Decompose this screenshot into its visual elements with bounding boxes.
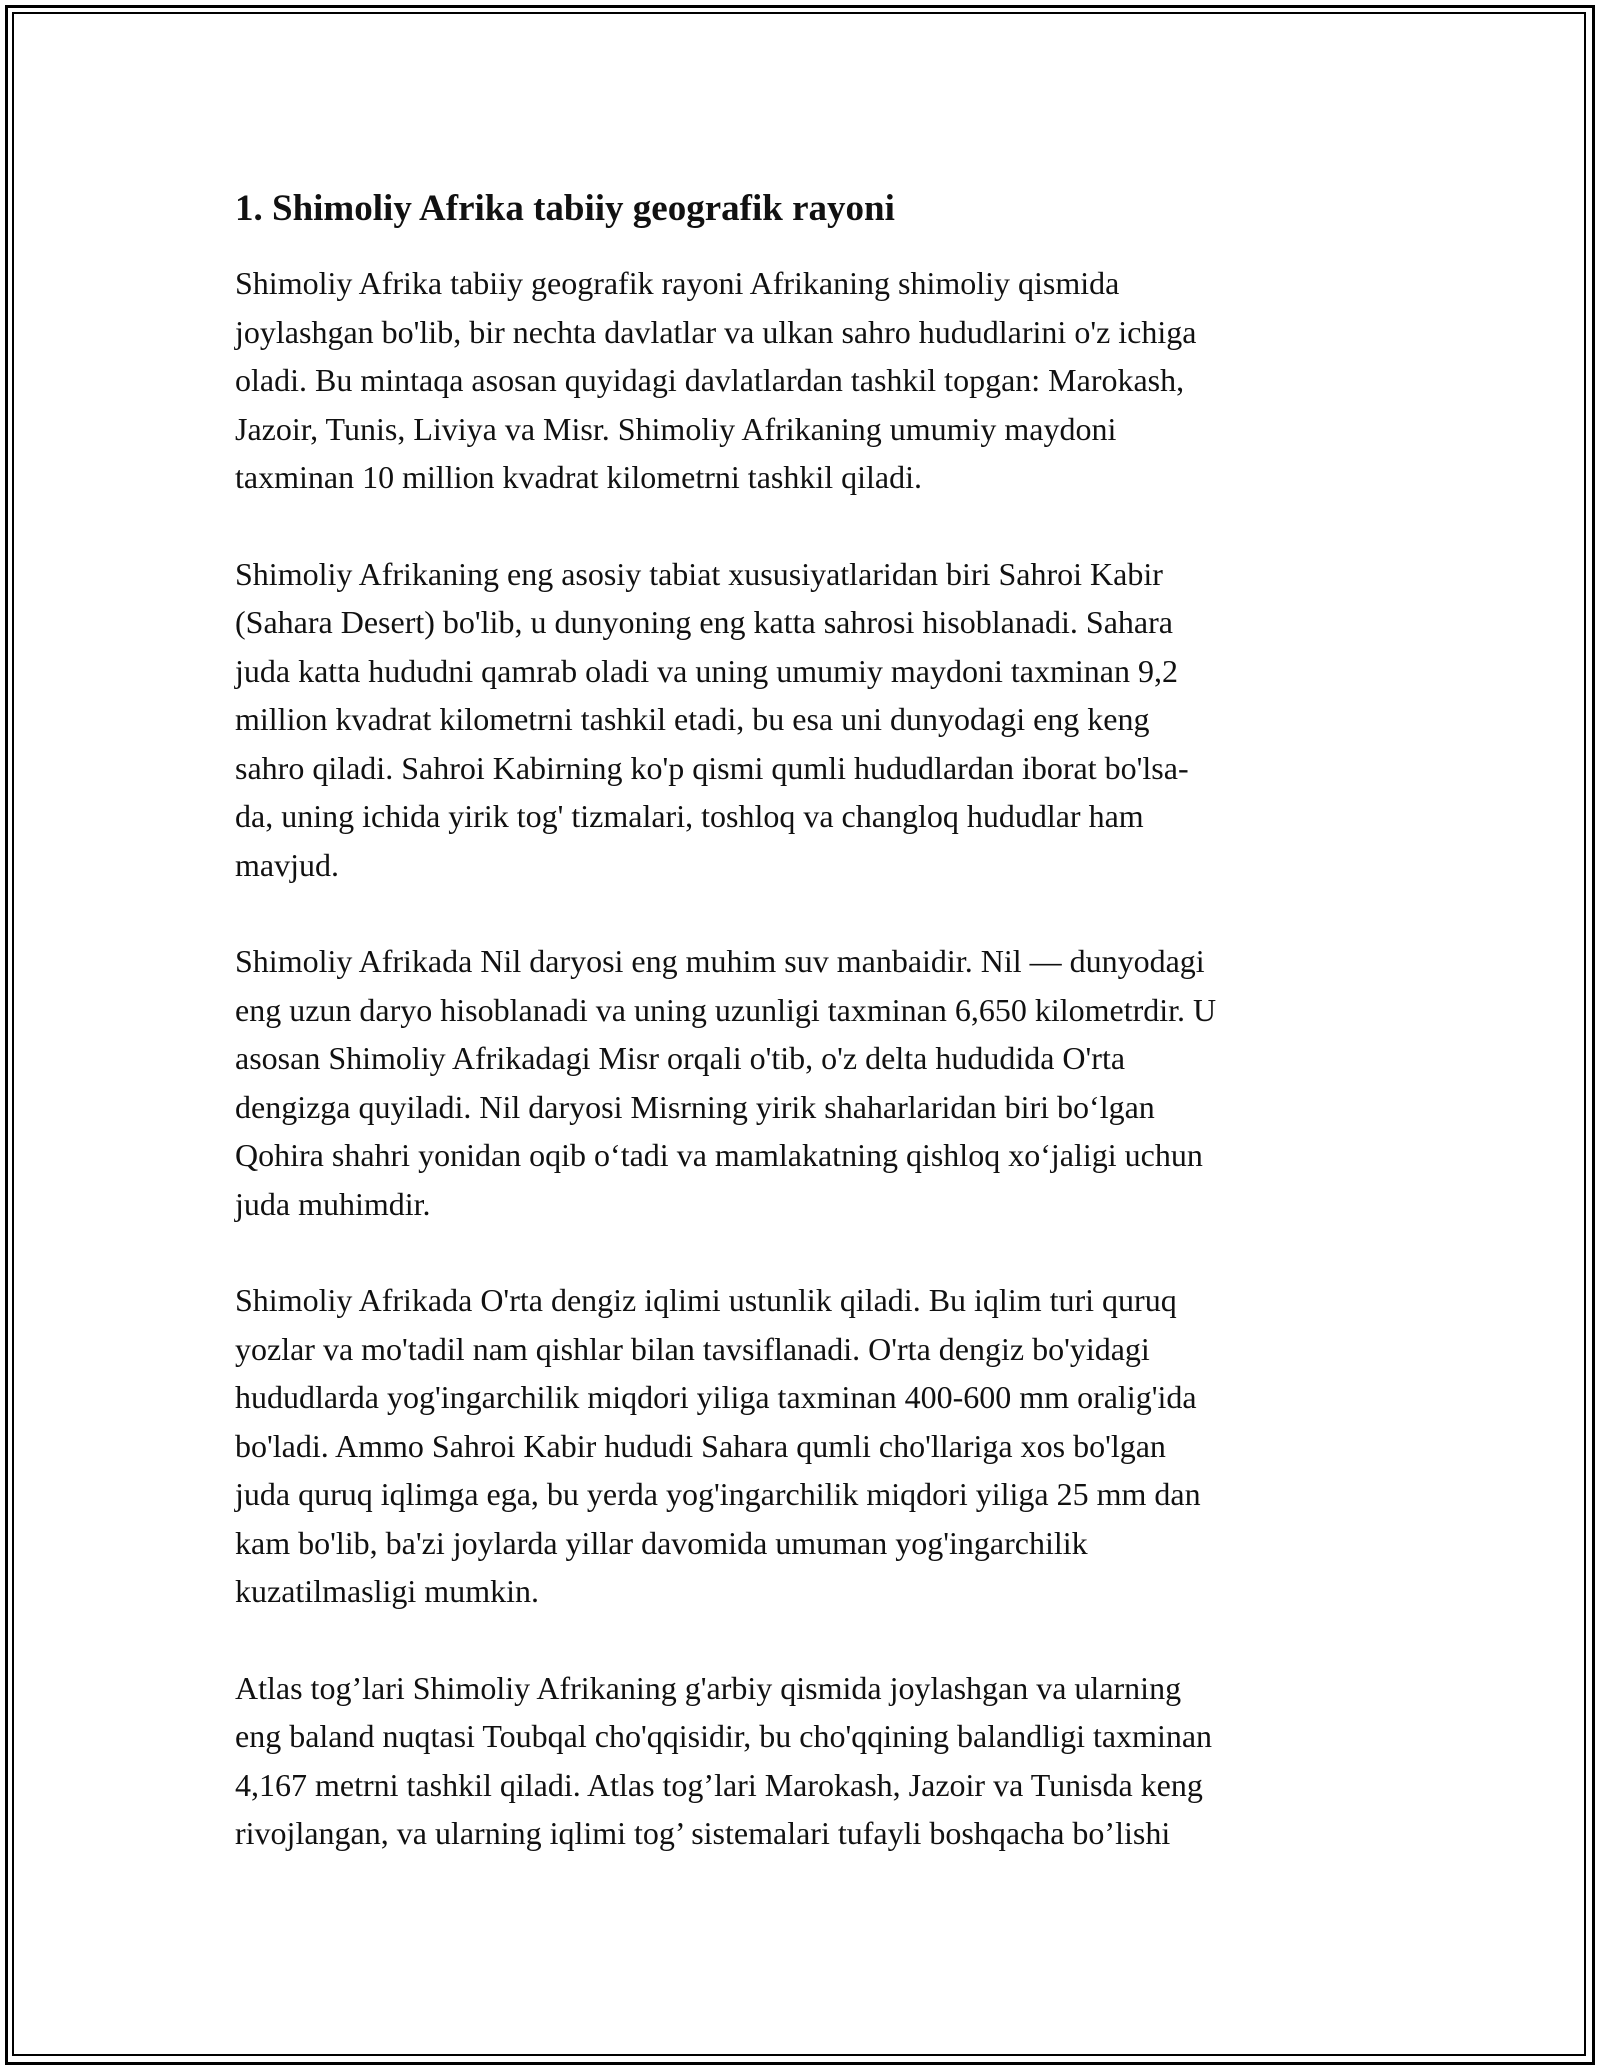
paragraph-line: million kvadrat kilometrni tashkil etadi, bu esa uni dunyodagi eng keng: [235, 701, 1150, 737]
paragraph-line: eng baland nuqtasi Toubqal cho'qqisidir, bu cho'qqining balandligi taxminan: [235, 1718, 1213, 1754]
paragraph-line: (Sahara Desert) bo'lib, u dunyoning eng katta sahrosi hisoblanadi. Sahara: [235, 604, 1173, 640]
paragraph-line: juda muhimdir.: [235, 1185, 431, 1222]
paragraph-sahara: [235, 550, 1370, 890]
paragraph-line: joylashgan bo'lib, bir nechta davlatlar va ulkan sahro hududlarini o'z ichiga: [235, 313, 1197, 350]
paragraph-line: Shimoliy Afrika tabiiy geografik rayoni Afrikaning shimoliy qismida: [235, 265, 1120, 301]
paragraph-line: Shimoliy Afrikada O'rta dengiz iqlimi ustunlik qiladi. Bu iqlim turi quruq: [235, 1282, 1177, 1318]
section-heading: 1. Shimoliy Afrika tabiiy geografik rayoni: [235, 188, 895, 229]
paragraph-line: mavjud.: [235, 846, 339, 883]
paragraph-overview: [235, 259, 1370, 502]
paragraph-line: oladi. Bu mintaqa asosan quyidagi davlatlardan tashkil topgan: Marokash,: [235, 362, 1185, 398]
paragraph-line: kam bo'lib, ba'zi joylarda yillar davomida umuman yog'ingarchilik: [235, 1524, 1088, 1561]
paragraph-line: Jazoir, Tunis, Liviya va Misr. Shimoliy Afrikaning umumiy maydoni: [235, 410, 1117, 447]
paragraph-line: Shimoliy Afrikada Nil daryosi eng muhim suv manbaidir. Nil — dunyodagi: [235, 943, 1205, 979]
paragraph-line: Qohira shahri yonidan oqib o‘tadi va mamlakatning qishloq xo‘jaligi uchun: [235, 1137, 1203, 1173]
paragraph-line: sahro qiladi. Sahroi Kabirning ko'p qismi qumli hududlardan iborat bo'lsa-: [235, 749, 1189, 786]
paragraph-nile: [235, 937, 1370, 1228]
paragraph-line: dengizga quyiladi. Nil daryosi Misrning yirik shaharlaridan biri bo‘lgan: [235, 1088, 1155, 1125]
paragraph-line: asosan Shimoliy Afrikadagi Misr orqali o'tib, o'z delta hududida O'rta: [235, 1040, 1126, 1076]
paragraph-line: Shimoliy Afrikaning eng asosiy tabiat xususiyatlaridan biri Sahroi Kabir: [235, 555, 1163, 592]
paragraph-line: taxminan 10 million kvadrat kilometrni tashkil qiladi.: [235, 459, 922, 495]
paragraph-climate: [235, 1276, 1370, 1616]
paragraph-line: rivojlangan, va ularning iqlimi tog’ sistemalari tufayli boshqacha bo’lishi: [235, 1815, 1171, 1851]
paragraph-line: hududlarda yog'ingarchilik miqdori yiliga taxminan 400-600 mm oralig'ida: [235, 1379, 1197, 1415]
paragraph-line: kuzatilmasligi mumkin.: [235, 1573, 539, 1609]
paragraph-line: 4,167 metrni tashkil qiladi. Atlas tog’lari Marokash, Jazoir va Tunisda keng: [235, 1766, 1203, 1803]
document-body: [235, 185, 1370, 1906]
paragraph-line: juda katta hududni qamrab oladi va uning umumiy maydoni taxminan 9,2: [235, 652, 1178, 689]
paragraph-line: juda quruq iqlimga ega, bu yerda yog'ingarchilik miqdori yiliga 25 mm dan: [235, 1476, 1201, 1512]
paragraph-line: bo'ladi. Ammo Sahroi Kabir hududi Sahara qumli cho'llariga xos bo'lgan: [235, 1427, 1166, 1464]
paragraph-line: da, uning ichida yirik tog' tizmalari, toshloq va changloq hududlar ham: [235, 798, 1144, 834]
paragraph-line: yozlar va mo'tadil nam qishlar bilan tavsiflanadi. O'rta dengiz bo'yidagi: [235, 1330, 1150, 1367]
paragraph-line: eng uzun daryo hisoblanadi va uning uzunligi taxminan 6,650 kilometrdir. U: [235, 991, 1217, 1028]
paragraph-atlas: [235, 1664, 1370, 1858]
paragraph-line: Atlas tog’lari Shimoliy Afrikaning g'arbiy qismida joylashgan va ularning: [235, 1669, 1182, 1706]
